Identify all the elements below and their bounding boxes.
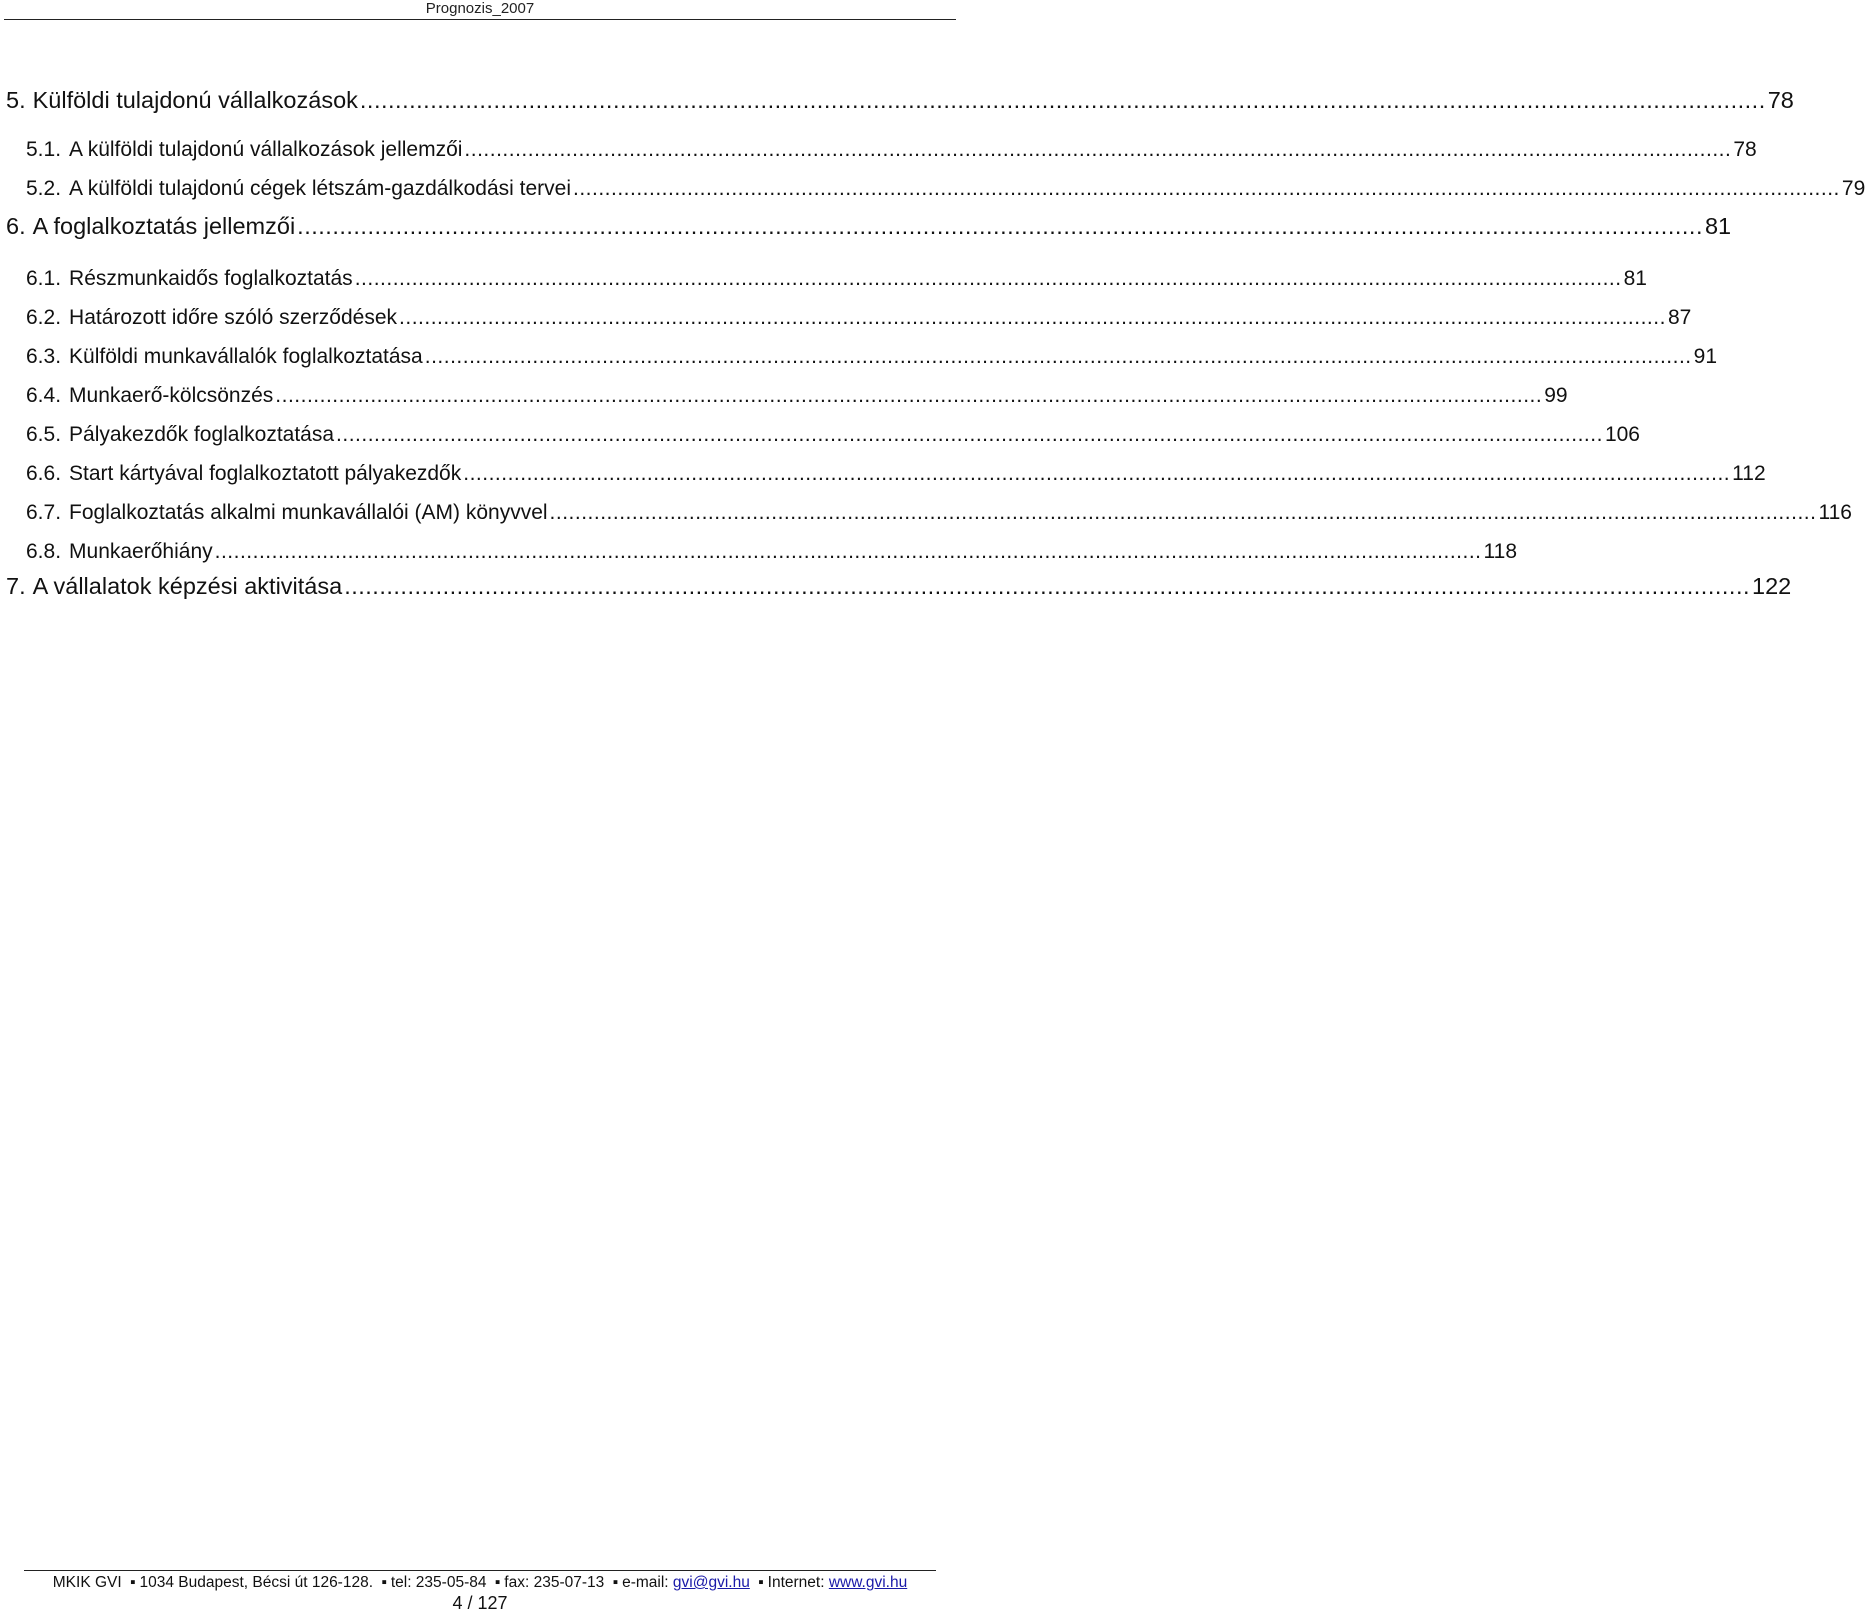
toc-entry-number: 6.6. [26, 462, 62, 485]
toc-entry[interactable] [6, 376, 1568, 408]
toc-entry-title: Külföldi tulajdonú vállalkozások [32, 87, 358, 113]
toc-entry-title: Határozott időre szóló szerződések [69, 306, 398, 329]
toc-leader-dots: ........................................................................................................................................................................................................ [214, 540, 1482, 563]
toc-entry-number: 6.8. [26, 540, 62, 563]
toc-entry-title: Pályakezdők foglalkoztatása [69, 423, 335, 446]
toc-entry-title: Részmunkaidős foglalkoztatás [69, 267, 353, 290]
toc-entry-number: 5.2. [26, 177, 62, 200]
toc-entry[interactable] [6, 208, 1732, 240]
toc-entry-number: 6.3. [26, 345, 62, 368]
toc-entry[interactable] [6, 493, 1852, 525]
toc-entry[interactable] [6, 532, 1518, 564]
toc-entry[interactable] [6, 259, 1647, 291]
footer-address: 1034 Budapest, Bécsi út 126-128. [139, 1574, 374, 1591]
footer-website-link[interactable]: www.gvi.hu [828, 1574, 908, 1591]
toc-entry-number: 7. [6, 573, 26, 599]
toc-entry-page: 118 [1483, 540, 1518, 563]
footer-org: MKIK GVI [52, 1574, 122, 1591]
footer-separator: ▪ [612, 1574, 619, 1591]
toc-entry[interactable] [6, 568, 1792, 600]
toc-entry-title: Munkaerő-kölcsönzés [69, 384, 274, 407]
footer-contact-line [0, 1574, 960, 1594]
toc-entry-page: 116 [1818, 501, 1852, 524]
toc-entry-title: Foglalkoztatás alkalmi munkavállalói (AM) könyvvel [69, 501, 548, 524]
toc-entry[interactable] [6, 298, 1692, 330]
toc-entry-page: 91 [1693, 345, 1717, 368]
toc-entry-title: A vállalatok képzési aktivitása [32, 573, 343, 599]
toc-entry-title: Munkaerőhiány [69, 540, 213, 563]
footer-email-link[interactable]: gvi@gvi.hu [672, 1574, 750, 1591]
footer-separator: ▪ [758, 1574, 764, 1591]
toc-entry-number: 6.7. [26, 501, 62, 524]
toc-entry[interactable] [6, 454, 1766, 486]
footer-separator: ▪ [381, 1574, 387, 1591]
toc-leader-dots: ........................................................................................................................................................................................................ [336, 423, 1603, 446]
footer-fax: fax: 235-07-13 [504, 1574, 605, 1591]
toc-leader-dots: ........................................................................................................................................................................................................ [463, 462, 1731, 485]
toc-entry-page: 99 [1544, 384, 1568, 407]
toc-entry-page: 81 [1623, 267, 1647, 290]
toc-leader-dots: ........................................................................................................................................................................................................ [424, 345, 1692, 368]
toc-leader-dots: ........................................................................................................................................................................................................ [354, 267, 1622, 290]
footer-separator: ▪ [129, 1574, 136, 1591]
toc-entry-number: 6.2. [26, 306, 62, 329]
toc-entry[interactable] [6, 169, 1865, 201]
toc-entry-page: 87 [1667, 306, 1692, 329]
toc-entry[interactable] [6, 130, 1757, 162]
toc-entry-page: 112 [1732, 462, 1766, 485]
toc-entry-number: 5. [6, 87, 26, 113]
table-of-contents [0, 0, 1865, 660]
toc-entry-number: 6. [6, 213, 26, 239]
toc-entry-page: 78 [1767, 87, 1794, 113]
toc-entry[interactable] [6, 337, 1717, 369]
toc-entry-page: 106 [1604, 423, 1640, 446]
toc-entry-page: 79 [1841, 177, 1865, 200]
footer-internet-label: Internet: [767, 1574, 825, 1591]
toc-leader-dots: ........................................................................................................................................................................................................ [549, 501, 1817, 524]
toc-entry-number: 6.5. [26, 423, 62, 446]
toc-leader-dots: ........................................................................................................................................................................................................ [297, 213, 1703, 239]
footer-separator: ▪ [494, 1574, 501, 1591]
toc-entry[interactable] [6, 82, 1794, 114]
header-title: Prognozis_2007 [425, 0, 535, 17]
toc-entry-title: Start kártyával foglalkoztatott pályakezdők [69, 462, 462, 485]
toc-entry-title: A foglalkoztatás jellemzői [32, 213, 296, 239]
toc-leader-dots: ........................................................................................................................................................................................................ [464, 138, 1732, 161]
toc-leader-dots: ........................................................................................................................................................................................................ [399, 306, 1666, 329]
toc-entry-page: 81 [1704, 213, 1732, 239]
toc-entry-title: A külföldi tulajdonú vállalkozások jellemzői [69, 138, 463, 161]
toc-entry-title: A külföldi tulajdonú cégek létszám-gazdálkodási tervei [69, 177, 571, 200]
toc-leader-dots: ........................................................................................................................................................................................................ [275, 384, 1543, 407]
footer-tel: tel: 235-05-84 [390, 1574, 487, 1591]
toc-entry-title: Külföldi munkavállalók foglalkoztatása [69, 345, 423, 368]
toc-entry-number: 6.4. [26, 384, 62, 407]
toc-entry-page: 122 [1752, 573, 1792, 599]
page-number: 4 / 127 [452, 1593, 508, 1613]
footer-email-label: e-mail: [622, 1574, 669, 1591]
toc-leader-dots: ........................................................................................................................................................................................................ [359, 87, 1766, 113]
toc-entry[interactable] [6, 415, 1640, 447]
toc-entry-number: 6.1. [26, 267, 62, 290]
toc-leader-dots: ........................................................................................................................................................................................................ [344, 573, 1750, 599]
toc-leader-dots: ........................................................................................................................................................................................................ [572, 177, 1840, 200]
footer-rule [24, 1570, 936, 1571]
toc-entry-page: 78 [1733, 138, 1757, 161]
toc-entry-number: 5.1. [26, 138, 62, 161]
